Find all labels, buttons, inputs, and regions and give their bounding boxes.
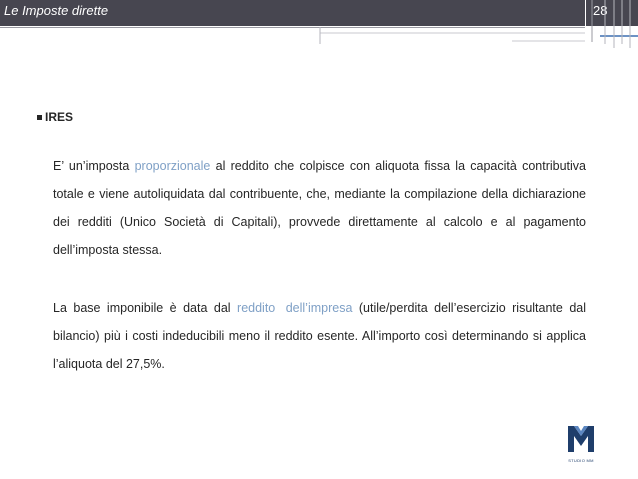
page-number: 28 bbox=[593, 3, 608, 18]
proporzionale-highlight: proporzionale bbox=[134, 159, 211, 173]
ires-definition-paragraph bbox=[53, 152, 586, 264]
m-logo-icon bbox=[566, 422, 596, 458]
ires-heading-label: IRES bbox=[45, 110, 74, 124]
paragraph1-rest: al reddito che colpisce con aliquota fissa la capacità contributiva totale e viene autoliquidata dal contribuente, che, mediante la compilazione della dichiarazione dei redditi (Unico Società di Capitali), provvede direttamente al calcolo e al pagamento dell’imposta stessa. bbox=[53, 159, 587, 257]
taxable-base-paragraph bbox=[53, 294, 586, 378]
square-bullet-icon bbox=[37, 115, 42, 120]
paragraph1-start: E’ un’imposta bbox=[53, 159, 135, 173]
reddito-impresa-highlight: reddito dell’impresa bbox=[237, 301, 353, 315]
ires-heading bbox=[37, 110, 73, 124]
slide-title: Le Imposte dirette bbox=[4, 3, 109, 18]
paragraph2-start: La base imponibile è data dal bbox=[53, 301, 238, 315]
header-decoration bbox=[0, 0, 638, 50]
paragraph2-rest: (utile/perdita dell’esercizio risultante dal bilancio) più i costi indeducibili meno il reddito esente. All’importo così determinando si applica l’aliquota del 27,5%. bbox=[53, 301, 586, 371]
logo-caption: STUDIO MM bbox=[568, 458, 594, 463]
